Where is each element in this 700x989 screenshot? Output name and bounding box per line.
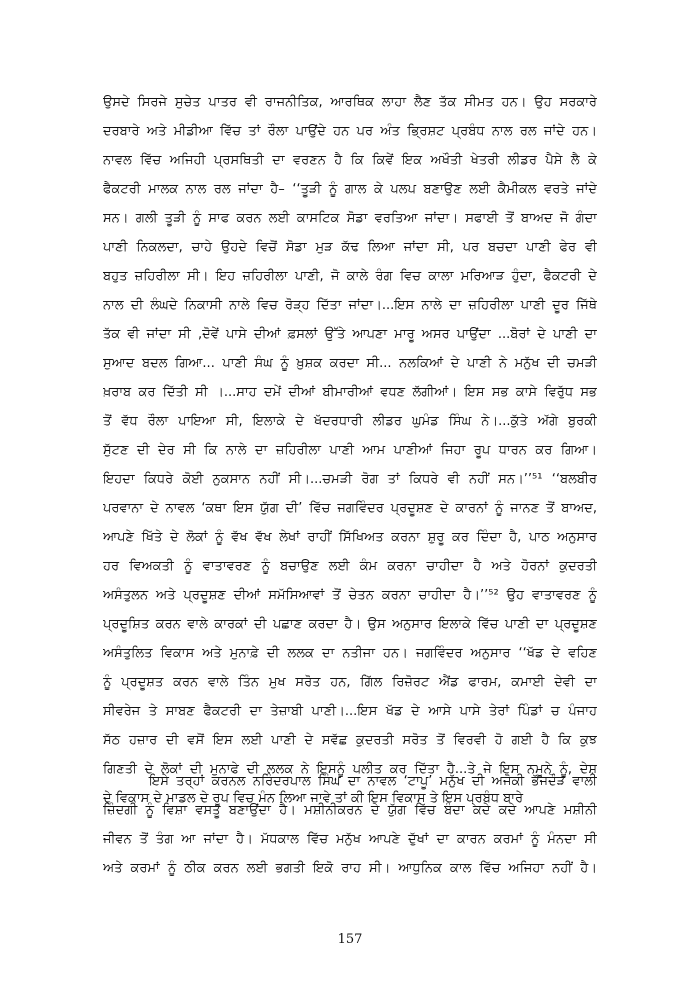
text-line: ਗਿਣਤੀ ਦੇ ਲੋਕਾਂ ਦੀ ਮੁਨਾਫੇ ਦੀ ਲਲਕ ਨੇ ਇਸਨੂੰ ਪਲੀਤ ਕਰ ਦਿੱਤਾ ਹੈ...ਤੇ ਜੇ ਇਸ ਨਮੂਨੇ ਨੂੰ, ਦੇਸ਼ [103, 762, 597, 777]
text-line: ਬਹੁਤ ਜ਼ਹਿਰੀਲਾ ਸੀ। ਇਹ ਜ਼ਹਿਰੀਲਾ ਪਾਣੀ, ਜੋ ਕਾਲੇ ਰੰਗ ਵਿਚ ਕਾਲਾ ਮਰਿਆੜ ਹੁੰਦਾ, ਫੈਕਟਰੀ ਦੇ [103, 269, 597, 284]
text-line: ਸੁੱਟਣ ਦੀ ਦੇਰ ਸੀ ਕਿ ਨਾਲੇ ਦਾ ਜ਼ਹਿਰੀਲਾ ਪਾਣੀ ਆਮ ਪਾਣੀਆਂ ਜਿਹਾ ਰੂਪ ਧਾਰਨ ਕਰ ਗਿਆ। [103, 443, 597, 458]
text-line: ਨਾਵਲ ਵਿੱਚ ਅਜਿਹੀ ਪ੍ਰਸਥਿਤੀ ਦਾ ਵਰਣਨ ਹੈ ਕਿ ਕਿਵੇਂ ਇਕ ਅਖੌਤੀ ਖੇਤਰੀ ਲੀਡਰ ਪੈਸੇ ਲੈ ਕੇ [103, 153, 597, 168]
text-line: ਸੁਆਦ ਬਦਲ ਗਿਆ... ਪਾਣੀ ਸੰਘ ਨੂੰ ਖ਼ੁਸ਼ਕ ਕਰਦਾ ਸੀ... ਨਲਕਿਆਂ ਦੇ ਪਾਣੀ ਨੇ ਮਨੁੱਖ ਦੀ ਚਮੜੀ [103, 356, 597, 371]
text-line: ਇਹਦਾ ਕਿਧਰੇ ਕੋਈ ਨੁਕਸਾਨ ਨਹੀਂ ਸੀ।...ਚਮੜੀ ਰੋਗ ਤਾਂ ਕਿਧਰੇ ਵੀ ਨਹੀਂ ਸਨ।’’⁵¹ ‘‘ਬਲਬੀਰ [103, 472, 597, 487]
text-line: ਫੈਕਟਰੀ ਮਾਲਕ ਨਾਲ ਰਲ ਜਾਂਦਾ ਹੈ– ‘‘ਤੂੜੀ ਨੂੰ ਗਾਲ ਕੇ ਪਲਪ ਬਣਾਉਣ ਲਈ ਕੈਮੀਕਲ ਵਰਤੇ ਜਾਂਦੇ [103, 182, 597, 197]
text-line: ਨੂੰ ਪ੍ਰਦੂਸ਼ਤ ਕਰਨ ਵਾਲੇ ਤਿੰਨ ਮੁਖ ਸਰੋਤ ਹਨ, ਗਿੱਲ ਰਿਜ਼ੋਰਟ ਐਂਡ ਫਾਰਮ, ਕਮਾਈ ਦੇਵੀ ਦਾ [103, 675, 597, 690]
text-line: ਇਸੇ ਤਰ੍ਹਾਂ ਕਰਨਲ ਨਰਿੰਦਰਪਾਲ ਸਿੰਘ ਦਾ ਨਾਵਲ ‘ਟਾਪੂ’ ਮਨੁੱਖ ਦੀ ਅਜੋਕੀ ਭੱਜਦੌੜ ਵਾਲੀ [149, 774, 597, 789]
text-line: ਦਰਬਾਰੇ ਅਤੇ ਮੀਡੀਆ ਵਿੱਚ ਤਾਂ ਰੌਲਾ ਪਾਉਂਦੇ ਹਨ ਪਰ ਅੰਤ ਭ੍ਰਿਸ਼ਟ ਪ੍ਰਬੰਧ ਨਾਲ ਰਲ ਜਾਂਦੇ ਹਨ। [103, 124, 597, 139]
text-line: ਪ੍ਰਦੂਸ਼ਿਤ ਕਰਨ ਵਾਲੇ ਕਾਰਕਾਂ ਦੀ ਪਛਾਣ ਕਰਦਾ ਹੈ। ਉਸ ਅਨੁਸਾਰ ਇਲਾਕੇ ਵਿੱਚ ਪਾਣੀ ਦਾ ਪ੍ਰਦੂਸ਼ਣ [103, 617, 597, 632]
text-line: ਤੋਂ ਵੱਧ ਰੌਲਾ ਪਾਇਆ ਸੀ, ਇਲਾਕੇ ਦੇ ਖੱਦਰਧਾਰੀ ਲੀਡਰ ਘੁਮੰਡ ਸਿੰਘ ਨੇ।...ਕੁੱਤੇ ਅੱਗੇ ਬੁਰਕੀ [103, 414, 597, 429]
text-line: ਉਸਦੇ ਸਿਰਜੇ ਸੁਚੇਤ ਪਾਤਰ ਵੀ ਰਾਜਨੀਤਿਕ, ਆਰਥਿਕ ਲਾਹਾ ਲੈਣ ਤੱਕ ਸੀਮਤ ਹਨ। ਉਹ ਸਰਕਾਰੇ [103, 95, 597, 110]
paragraph-2 [103, 767, 597, 883]
text-line: ਸੀਵਰੇਜ ਤੇ ਸਾਬਣ ਫੈਕਟਰੀ ਦਾ ਤੇਜ਼ਾਬੀ ਪਾਣੀ।...ਇਸ ਖੱਡ ਦੇ ਆਸੇ ਪਾਸੇ ਤੇਰਾਂ ਪਿੰਡਾਂ ਚ ਪੰਜਾਹ [103, 704, 597, 719]
text-line: ਪਾਣੀ ਨਿਕਲਦਾ, ਚਾਹੇ ਉਹਦੇ ਵਿਚੋਂ ਸੋਡਾ ਮੁੜ ਕੱਢ ਲਿਆ ਜਾਂਦਾ ਸੀ, ਪਰ ਬਚਦਾ ਪਾਣੀ ਫੇਰ ਵੀ [103, 240, 597, 255]
text-line: ਪਰਵਾਨਾ ਦੇ ਨਾਵਲ ‘ਕਥਾ ਇਸ ਯੁੱਗ ਦੀ’ ਵਿੱਚ ਜਗਵਿੰਦਰ ਪ੍ਰਦੂਸ਼ਣ ਦੇ ਕਾਰਨਾਂ ਨੂੰ ਜਾਨਣ ਤੋਂ ਬਾਅਦ, [103, 501, 597, 516]
text-line: ਜੀਵਨ ਤੋਂ ਤੰਗ ਆ ਜਾਂਦਾ ਹੈ। ਮੱਧਕਾਲ ਵਿੱਚ ਮਨੁੱਖ ਆਪਣੇ ਦੁੱਖਾਂ ਦਾ ਕਾਰਨ ਕਰਮਾਂ ਨੂੰ ਮੰਨਦਾ ਸੀ [103, 832, 597, 847]
text-line: ਸੱਠ ਹਜ਼ਾਰ ਦੀ ਵਸੋਂ ਇਸ ਲਈ ਪਾਣੀ ਦੇ ਸਵੱਛ ਕੁਦਰਤੀ ਸਰੋਤ ਤੋਂ ਵਿਰਵੀ ਹੋ ਗਈ ਹੈ ਕਿ ਕੁਝ [103, 733, 597, 748]
text-line: ਸਨ। ਗਲੀ ਤੂੜੀ ਨੂੰ ਸਾਫ ਕਰਨ ਲਈ ਕਾਸਟਿਕ ਸੋਡਾ ਵਰਤਿਆ ਜਾਂਦਾ। ਸਫਾਈ ਤੋਂ ਬਾਅਦ ਜੋ ਗੰਦਾ [103, 211, 597, 226]
text-line: ਅਸੰਤੁਲਿਤ ਵਿਕਾਸ ਅਤੇ ਮੁਨਾਫ਼ੇ ਦੀ ਲਲਕ ਦਾ ਨਤੀਜਾ ਹਨ। ਜਗਵਿੰਦਰ ਅਨੁਸਾਰ ‘‘ਖੱਡ ਦੇ ਵਹਿਣ [103, 646, 597, 661]
text-line: ਜ਼ਿੰਦਗੀ ਨੂੰ ਵਿਸ਼ਾ ਵਸਤੂ ਬਣਾਉਂਦਾ ਹੈ। ਮਸ਼ੀਨੀਕਰਨ ਦੇ ਯੁੱਗ ਵਿੱਚ ਬੰਦਾ ਕਦੇ ਕਦੇ ਆਪਣੇ ਮਸ਼ੀਨੀ [103, 803, 597, 818]
text-line: ਹਰ ਵਿਅਕਤੀ ਨੂੰ ਵਾਤਾਵਰਣ ਨੂੰ ਬਚਾਉਣ ਲਈ ਕੰਮ ਕਰਨਾ ਚਾਹੀਦਾ ਹੈ ਅਤੇ ਹੋਰਨਾਂ ਕੁਦਰਤੀ [103, 559, 597, 574]
text-line: ਨਾਲ ਦੀ ਲੰਘਦੇ ਨਿਕਾਸੀ ਨਾਲੇ ਵਿਚ ਰੋੜ੍ਹ ਦਿੱਤਾ ਜਾਂਦਾ।...ਇਸ ਨਾਲੇ ਦਾ ਜ਼ਹਿਰੀਲਾ ਪਾਣੀ ਦੂਰ ਜਿੱਥੇ [103, 298, 597, 313]
text-line: ਅਤੇ ਕਰਮਾਂ ਨੂੰ ਠੀਕ ਕਰਨ ਲਈ ਭਗਤੀ ਇਕੋ ਰਾਹ ਸੀ। ਆਧੁਨਿਕ ਕਾਲ ਵਿੱਚ ਅਜਿਹਾ ਨਹੀਂ ਹੈ। [103, 861, 597, 876]
text-line: ਖ਼ਰਾਬ ਕਰ ਦਿੱਤੀ ਸੀ ।...ਸਾਹ ਦਮੇਂ ਦੀਆਂ ਬੀਮਾਰੀਆਂ ਵਧਣ ਲੱਗੀਆਂ। ਇਸ ਸਭ ਕਾਸੇ ਵਿਰੁੱਧ ਸਭ [103, 385, 597, 400]
text-line: ਅਸੰਤੁਲਨ ਅਤੇ ਪ੍ਰਦੂਸ਼ਣ ਦੀਆਂ ਸਮੱਸਿਆਵਾਂ ਤੋਂ ਚੇਤਨ ਕਰਨਾ ਚਾਹੀਦਾ ਹੈ।’’⁵² ਉਹ ਵਾਤਾਵਰਣ ਨੂੰ [103, 588, 597, 603]
text-line: ਦੇ ਵਿਕਾਸ ਦੇ ਮਾਡਲ ਦੇ ਰੂਪ ਵਿਚ ਮੰਨ ਲਿਆ ਜਾਵੇ ਤਾਂ ਕੀ ਇਸ ਵਿਕਾਸ ਤੇ ਇਸ ਪ੍ਰਬੰਧ ਬਾਰੇ [103, 791, 524, 806]
text-line: ਆਪਣੇ ਖਿੱਤੇ ਦੇ ਲੋਕਾਂ ਨੂੰ ਵੱਖ ਵੱਖ ਲੇਖਾਂ ਰਾਹੀਂ ਸਿੱਖਿਅਤ ਕਰਨਾ ਸ਼ੁਰੂ ਕਰ ਦਿੰਦਾ ਹੈ, ਪਾਠ ਅਨੁਸਾਰ [103, 530, 597, 545]
paragraph-1 [103, 88, 597, 813]
text-line: ਤੱਕ ਵੀ ਜਾਂਦਾ ਸੀ ,ਦੋਵੇਂ ਪਾਸੇ ਦੀਆਂ ਫ਼ਸਲਾਂ ਉੱਤੇ ਆਪਣਾ ਮਾਰੂ ਅਸਰ ਪਾਉਂਦਾ ...ਬੋਰਾਂ ਦੇ ਪਾਣੀ ਦਾ [103, 327, 597, 342]
page-number: 157 [337, 932, 363, 947]
